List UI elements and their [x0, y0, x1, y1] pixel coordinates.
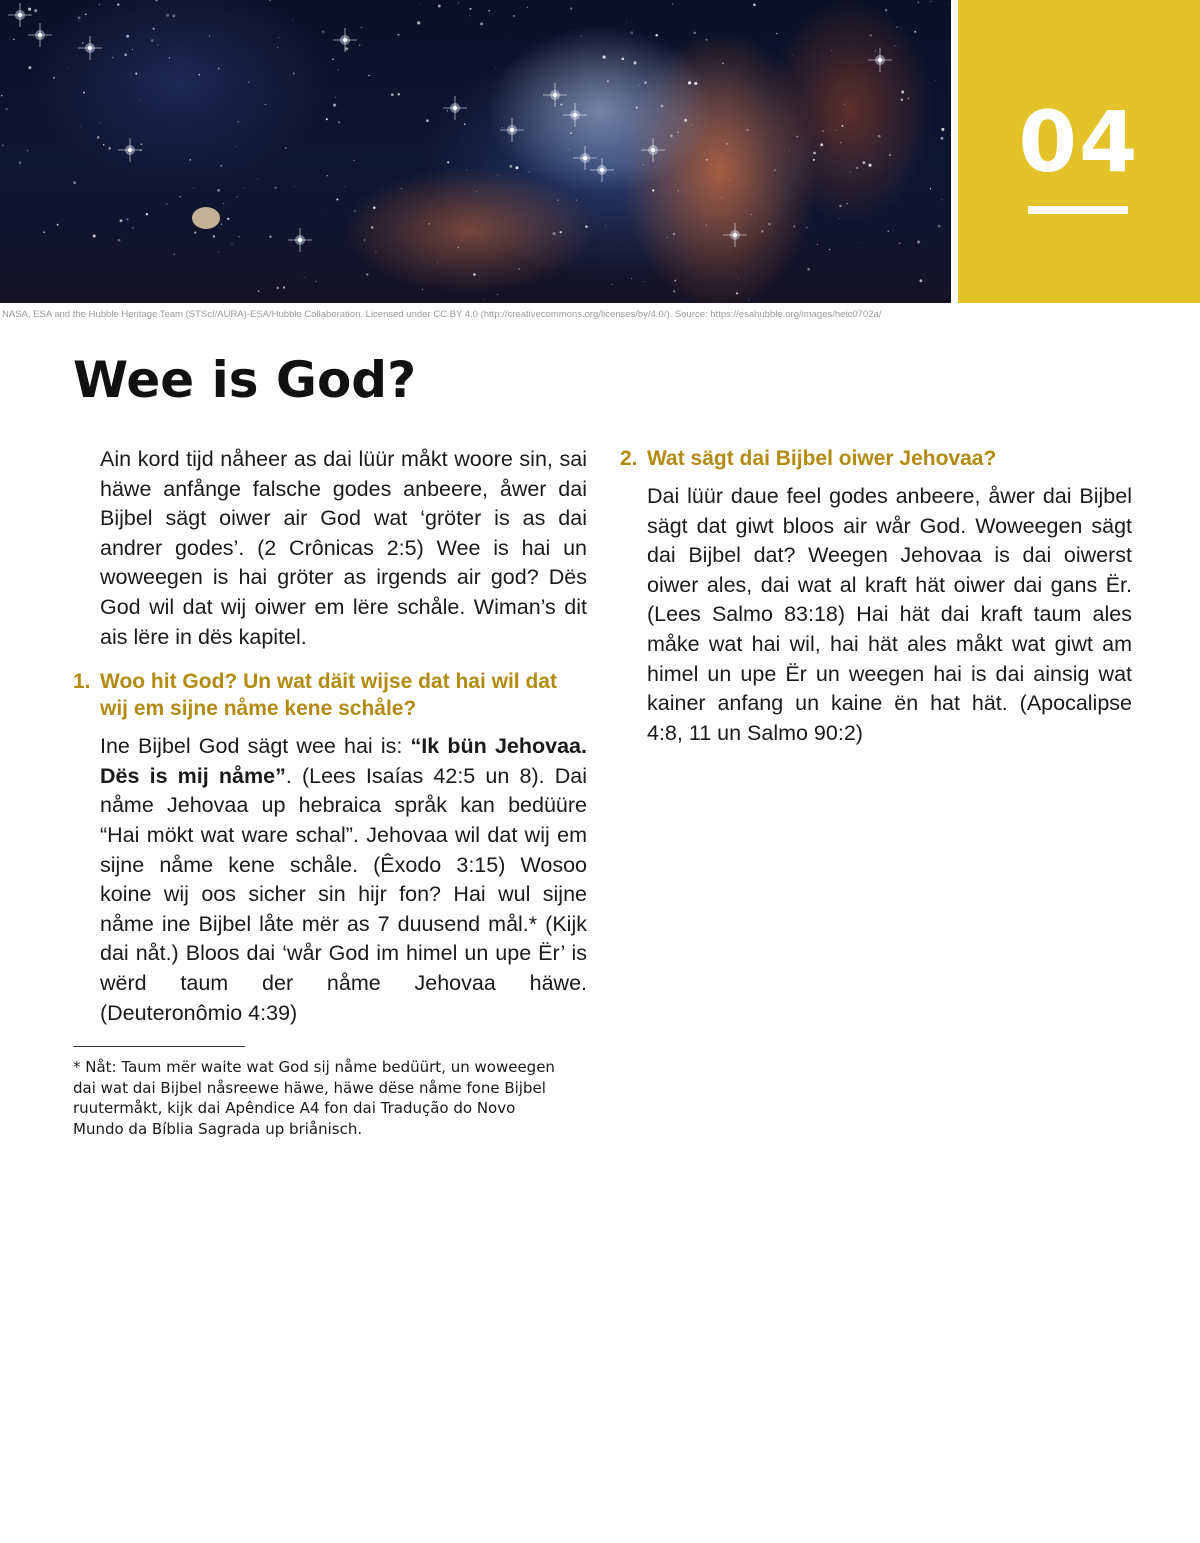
star	[793, 54, 794, 55]
star	[198, 74, 200, 76]
star	[174, 254, 175, 255]
star	[930, 188, 931, 189]
star	[527, 7, 528, 8]
star	[817, 244, 818, 245]
star	[132, 227, 134, 229]
star	[846, 203, 848, 205]
star	[518, 268, 519, 269]
star	[726, 143, 728, 145]
hero-image-galaxy	[0, 0, 951, 303]
star	[93, 235, 96, 238]
answer-1-lead: Ine Bijbel God sägt wee hai is:	[100, 734, 411, 759]
star	[643, 281, 644, 282]
bright-star	[868, 48, 892, 72]
star	[636, 107, 638, 109]
star	[706, 225, 707, 226]
star	[789, 151, 790, 152]
star	[746, 129, 748, 131]
star	[67, 67, 68, 68]
star	[466, 169, 467, 170]
star	[515, 166, 518, 169]
star	[621, 57, 624, 60]
star	[83, 92, 85, 94]
star	[19, 161, 22, 164]
star	[139, 99, 140, 100]
star	[193, 187, 194, 188]
star	[78, 20, 79, 21]
star	[361, 26, 363, 28]
star	[603, 56, 606, 59]
star	[497, 294, 498, 295]
star	[901, 91, 904, 94]
star	[248, 82, 249, 83]
star	[464, 123, 466, 125]
star	[813, 152, 816, 155]
star	[218, 251, 219, 252]
star	[673, 178, 674, 179]
star	[438, 5, 441, 8]
star	[844, 104, 845, 105]
star	[338, 69, 339, 70]
star	[180, 196, 181, 197]
star	[813, 159, 815, 161]
footnote: * Nåt: Taum mër waite wat God sij nåme bedüürt, un woweegen dai wat dai Bijbel nåsreewe häwe, häwe dëse nåme fone Bijbel ruutermåkt, kijk dai Apêndice A4 fon dai Tradução do Novo Mundo da Bíblia Sagrada up briånisch.	[73, 1058, 555, 1138]
left-column	[73, 445, 587, 1028]
star	[643, 164, 644, 165]
star	[265, 104, 266, 105]
star	[398, 93, 400, 95]
star	[868, 164, 871, 167]
star	[232, 244, 233, 245]
star	[896, 26, 898, 28]
star	[124, 53, 127, 56]
bright-star	[500, 118, 524, 142]
star	[85, 14, 87, 16]
chapter-badge	[958, 0, 1200, 303]
star	[278, 37, 279, 38]
star	[166, 14, 169, 17]
star	[304, 277, 305, 278]
intro-paragraph: Ain kord tijd nåheer as dai lüür måkt woore sin, sai häwe anfånge falsche godes anbeere, åwer dai Bijbel sägt oiwer air God wat ‘gröter is as dai andrer godes’. (2 Crônicas 2:5) Wee is hai un woweegen is hai gröter as irgends air god? Dës God wil dat wij oiwer em lëre schåle. Wiman’s dit ais lëre in dës kapitel.	[100, 447, 587, 649]
star	[285, 147, 286, 148]
star	[529, 171, 530, 172]
star	[807, 268, 810, 271]
star	[476, 191, 477, 192]
star	[235, 146, 236, 147]
star	[332, 59, 333, 60]
star	[120, 219, 123, 222]
star	[691, 124, 692, 125]
star	[488, 10, 490, 12]
star	[322, 31, 324, 33]
star	[938, 225, 941, 228]
star	[607, 80, 609, 82]
star	[768, 223, 771, 226]
star	[237, 121, 239, 123]
star	[373, 207, 376, 210]
star	[194, 231, 196, 233]
star	[580, 35, 581, 36]
star	[132, 49, 133, 50]
star	[736, 292, 738, 294]
question-2-text: Wat sägt dai Bijbel oiwer Jehovaa?	[647, 447, 997, 470]
star	[839, 218, 840, 219]
chapter-underline	[1028, 206, 1128, 214]
star	[829, 128, 830, 129]
star	[721, 197, 722, 198]
star	[458, 247, 459, 248]
star	[158, 44, 159, 45]
question-2-number: 2.	[620, 447, 638, 470]
star	[638, 85, 639, 86]
star	[469, 8, 471, 10]
star	[652, 189, 654, 191]
star	[126, 35, 129, 38]
star	[820, 143, 823, 146]
star	[706, 159, 708, 161]
star	[899, 242, 901, 244]
star	[140, 143, 142, 145]
star	[269, 236, 271, 238]
star	[569, 149, 570, 150]
right-column	[620, 445, 1132, 748]
star	[694, 82, 697, 85]
star	[2, 145, 4, 147]
star	[28, 8, 31, 11]
star	[622, 2, 623, 3]
star	[569, 32, 570, 33]
star	[371, 226, 374, 229]
star	[82, 42, 84, 44]
bright-star	[78, 36, 102, 60]
star	[509, 165, 512, 168]
star	[673, 290, 675, 292]
star	[463, 139, 464, 140]
star	[935, 80, 936, 81]
star	[97, 136, 100, 139]
star	[918, 2, 920, 4]
star	[484, 299, 485, 300]
star	[863, 161, 866, 164]
star	[751, 214, 752, 215]
star	[417, 21, 420, 24]
star	[354, 210, 356, 212]
star	[397, 34, 399, 36]
star	[497, 175, 498, 176]
star	[57, 224, 59, 226]
star	[155, 0, 157, 1]
star	[13, 39, 14, 40]
star	[190, 159, 191, 160]
question-2	[620, 445, 1132, 472]
answer-1-quote: “Ik bün Jehovaa. Dës is mij nåme”	[100, 734, 587, 788]
question-1-text: Woo hit God? Un wat däit wijse dat hai wil dat wij em sijne nåme kene schåle?	[100, 670, 557, 721]
star	[220, 165, 221, 166]
star	[338, 121, 340, 123]
star	[112, 57, 113, 58]
star	[28, 66, 31, 69]
star	[870, 34, 872, 36]
star	[353, 160, 354, 161]
star	[862, 242, 863, 243]
star	[802, 84, 803, 85]
star	[99, 4, 100, 5]
star	[761, 230, 764, 233]
bright-star	[543, 83, 567, 107]
star	[258, 290, 260, 292]
star	[293, 73, 295, 75]
star	[364, 240, 365, 241]
star	[345, 186, 346, 187]
bright-star	[8, 3, 32, 27]
page-title: Wee is God?	[73, 351, 417, 409]
star	[446, 110, 448, 112]
bright-star	[333, 28, 357, 52]
star	[674, 280, 676, 282]
star	[502, 127, 503, 128]
star	[667, 237, 668, 238]
star	[793, 225, 795, 227]
star	[277, 47, 278, 48]
question-1	[73, 668, 587, 722]
star	[559, 231, 561, 233]
star	[693, 32, 696, 35]
star	[840, 142, 841, 143]
star	[326, 118, 328, 120]
star	[153, 28, 155, 30]
star	[99, 122, 100, 123]
star	[336, 198, 338, 200]
star	[796, 136, 798, 138]
star	[294, 186, 295, 187]
star	[480, 22, 483, 25]
star	[914, 31, 916, 33]
star	[138, 294, 139, 295]
star	[323, 211, 324, 212]
answer-2: Dai lüür daue feel godes anbeere, åwer dai Bijbel sägt dat giwt bloos air wår God. Woweegen sägt dai Bijbel dat? Weegen Jehovaa is dai oiwerst oiwer ales, dai wat al kraft hät oiwer dai gans Ër. (Lees Salmo 83:18) Hai hät dai kraft taum ales måke wat hai wil, hai hät ales måkt wat giwt am himel un upe Ër un weegen hai is dai ainsig wat kainer anfang un kaine ën hat hät. (Apocalipse 4:8, 11 un Salmo 90:2)	[647, 484, 1132, 745]
star	[748, 300, 749, 301]
star	[326, 175, 327, 176]
star	[626, 22, 627, 23]
star	[949, 4, 950, 5]
star	[605, 225, 606, 226]
star	[401, 188, 402, 189]
star	[885, 9, 888, 12]
star	[429, 223, 430, 224]
star	[678, 190, 679, 191]
answer-1	[73, 732, 587, 1028]
star	[513, 15, 515, 17]
star	[6, 108, 8, 110]
star	[806, 227, 808, 229]
star	[633, 61, 636, 64]
bright-star	[118, 138, 142, 162]
star	[570, 132, 572, 134]
star	[117, 3, 120, 6]
star	[151, 39, 154, 42]
star	[684, 119, 687, 122]
star	[315, 281, 317, 283]
bright-star	[443, 96, 467, 120]
star	[217, 189, 220, 192]
star	[244, 187, 245, 188]
star	[166, 204, 167, 205]
star	[889, 154, 891, 156]
star	[375, 251, 376, 252]
star	[850, 172, 851, 173]
star	[856, 167, 858, 169]
star	[257, 179, 258, 180]
star	[878, 135, 881, 138]
star	[269, 0, 271, 1]
bright-star	[590, 158, 614, 182]
star	[875, 50, 876, 51]
chapter-number: 04	[1018, 93, 1140, 191]
star	[585, 226, 587, 228]
star	[706, 39, 707, 40]
starfield	[0, 0, 951, 303]
star	[908, 98, 910, 100]
question-1-number: 1.	[73, 670, 91, 694]
star	[118, 239, 121, 242]
star	[576, 200, 577, 201]
star	[420, 4, 421, 5]
star	[753, 4, 756, 7]
star	[917, 240, 920, 243]
star	[644, 81, 647, 84]
star	[43, 231, 45, 233]
star	[221, 224, 222, 225]
star	[458, 2, 459, 3]
star	[218, 68, 220, 70]
star	[437, 262, 438, 263]
star	[941, 137, 944, 140]
star	[738, 278, 739, 279]
star	[366, 273, 368, 275]
bright-star	[563, 103, 587, 127]
star	[670, 134, 673, 137]
star	[557, 199, 559, 201]
star	[172, 14, 175, 17]
star	[919, 279, 922, 282]
star	[146, 213, 148, 215]
star	[34, 9, 37, 12]
star	[829, 249, 831, 251]
star	[227, 218, 229, 220]
bright-star	[288, 228, 312, 252]
star	[722, 63, 724, 65]
star	[277, 287, 280, 290]
star	[223, 203, 224, 204]
star	[473, 273, 475, 275]
bright-star	[573, 146, 597, 170]
star	[774, 169, 775, 170]
star	[901, 99, 903, 101]
star	[447, 161, 449, 163]
bright-star	[641, 138, 665, 162]
star	[126, 218, 128, 220]
star	[293, 20, 294, 21]
star	[359, 44, 361, 46]
star	[335, 97, 336, 98]
star	[422, 289, 423, 290]
star	[611, 284, 612, 285]
star	[213, 235, 215, 237]
star	[822, 130, 824, 132]
star	[688, 81, 691, 84]
spiral-galaxy	[192, 207, 220, 229]
footnote-divider	[73, 1046, 245, 1047]
star	[73, 181, 76, 184]
star	[631, 278, 632, 279]
star	[27, 150, 29, 152]
star	[275, 187, 277, 189]
star	[553, 232, 556, 235]
star	[103, 144, 105, 146]
bright-star	[28, 23, 52, 47]
star	[776, 33, 777, 34]
bright-star	[723, 223, 747, 247]
star	[80, 126, 81, 127]
star	[368, 75, 369, 76]
star	[391, 93, 394, 96]
star	[894, 45, 895, 46]
star	[209, 35, 210, 36]
star	[842, 125, 844, 127]
star	[941, 199, 942, 200]
star	[236, 196, 237, 197]
star	[53, 77, 55, 79]
star	[673, 233, 676, 236]
star	[729, 179, 730, 180]
star	[345, 47, 348, 50]
star	[831, 50, 832, 51]
star	[238, 236, 239, 237]
star	[135, 73, 137, 75]
star	[941, 128, 944, 131]
star	[630, 31, 633, 34]
star	[661, 105, 664, 108]
star	[1, 95, 2, 96]
star	[931, 1, 932, 2]
star	[757, 223, 758, 224]
star	[560, 103, 562, 105]
star	[835, 130, 836, 131]
star	[655, 34, 658, 37]
star	[78, 16, 81, 19]
star	[108, 147, 110, 149]
image-credit: NASA, ESA and the Hubble Heritage Team (STScI/AURA)-ESA/Hubble Collaboration. Licensed under CC BY 4.0 (http://creativecommons.org/licenses/by/4.0/). Source: https://esahubble.org/images/heic0702a/	[2, 309, 882, 320]
star	[839, 205, 841, 207]
answer-1-rest: . (Lees Isaías 42:5 un 8). Dai nåme Jehovaa up hebraica språk kan bedüüre “Hai mökt wat ware schal”. Jehovaa wil dat wij em sijne nåme kene schåle. (Êxodo 3:15) Wosoo koine wij oos sicher sin hijr fon? Hai wul sijne nåme ine Bijbel låte mër as 7 duusend mål.* (Kijk dai nåt.) Bloos dai ‘wår God im himel un upe Ër’ is wërd taum der nåme Jehovaa häwe. (Deuteronômio 4:39)	[100, 763, 587, 1025]
star	[672, 3, 673, 4]
star	[469, 15, 470, 16]
star	[541, 56, 542, 57]
star	[283, 286, 285, 288]
star	[495, 67, 496, 68]
star	[677, 132, 678, 133]
star	[887, 230, 889, 232]
star	[426, 119, 429, 122]
star	[169, 57, 170, 58]
star	[570, 7, 572, 9]
star	[333, 104, 336, 107]
